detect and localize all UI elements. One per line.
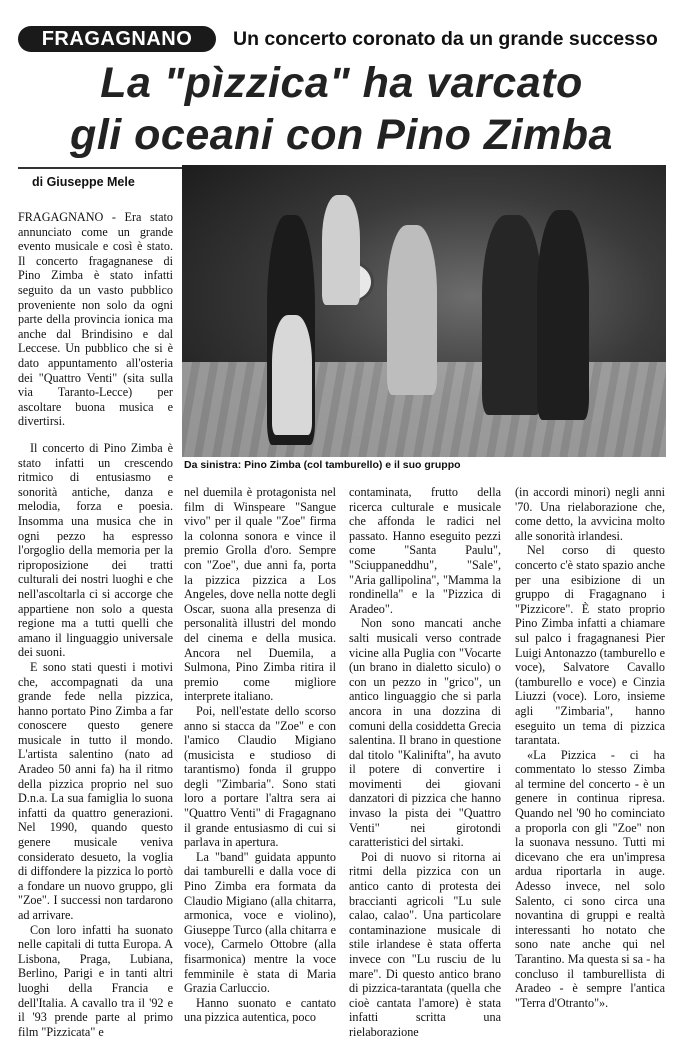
quote-paragraph: «La Pizzica - ci ha commentato lo stesso Zimba al termine del concerto - è un genere in continua ripresa. Quando nel '90 ho cominciato a proporla con gli "Zoe" non la suonava nessuno. Tutti mi dicevano che era un'impresa ardua riportarla in auge. Adesso invece, nel solo Salento, ci sono circa una novantina di gruppi e realtà interessanti ho notato che sono nate anche qui nel Tarantino. Ma questa si sa - ha concluso il tamburellista di Aradeo - è sempre l'antica "Terra d'Otranto"». (515, 747, 665, 1010)
article-column-4 (515, 485, 665, 1010)
paragraph: Con loro infatti ha suonato nelle capitali di tutta Europa. A Lisbona, Praga, Lubiana, Berlino, Parigi e in tanti altri luoghi della Francia e dell'Italia. A cavallo tra il '92 e il '93 prende parte al primo film "Pizzicata" e (18, 922, 173, 1039)
paragraph: nel duemila è protagonista nel film di Winspeare "Sangue vivo" per il quale "Zoe" firma la colonna sonora e vince il premio Grolla d'oro. Sempre con "Zoe", due anni fa, porta la pizzica pizzica a Los Angeles, dove nella notte degli Oscar, suona alla presenza di personalità illustri del mondo del cinema e della musica. Ancora nel Duemila, a Sulmona, Pino Zimba ritira il premio come migliore interprete italiano. (184, 485, 336, 704)
paragraph: Non sono mancati anche salti musicali verso contrade vicine alla Puglia con "Vocarte (un brano in dialetto siculo) o con un pezzo in "grico", un antico linguaggio che si parla ancora in una dozzina di comuni della cosiddetta Grecia salentina. Il brano in questione dal titolo "Kalinifta", ha avuto il potere di convertire i movimenti dei giovani danzatori di pizzica che hanno invaso la pista dei "Quattro Venti" nei girotondi caratteristici del sirtaki. (349, 616, 501, 850)
paragraph: Poi, nell'estate dello scorso anno si stacca da "Zoe" e con l'amico Claudio Migiano (musicista e studioso di tarantismo) fonda il gruppo degli "Zimbaria". Sono stati loro a portare l'altra sera ai "Quattro Venti" di Fragagnano il grande entusiasmo di cui si parlava in apertura. (184, 703, 336, 850)
paragraph: Hanno suonato e cantato una pizzica autentica, poco (184, 995, 336, 1025)
section-kicker: FRAGAGNANO (18, 26, 216, 52)
paragraph: E sono stati questi i motivi che, accompagnati da una grande fede nella pizzica, hanno portato Pino Zimba a far conoscere questo genere musicale in tutto il mondo. L'artista salentino (nato ad Aradeo 50 anni fa) ha il ritmo della pizzica proprio nel suo D.n.a. La sua famiglia lo suona infatti da quattro generazioni. Nel 1990, quando questo genere musicale veniva considerato desueto, la voglia di diffondere la pizzica lo portò a fondare un nuovo gruppo, gli "Zoe". I successi non tardarono ad arrivare. (18, 659, 173, 922)
paragraph: Nel corso di questo concerto c'è stato spazio anche per una esibizione di un gruppo di Fragagnano i "Pizzicore". È stato proprio Pino Zimba infatti a chiamare sul palco i fragagnanesi Pier Luigi Antonazzo (tamburello e voce), Salvatore Cavallo (tamburello e voce) e Cinzia Liuzzi (voce). Loro, insieme agli "Zimbaria", hanno eseguito un tema di pizzica tarantata. (515, 543, 665, 748)
headline-line-2: gli oceani con Pino Zimba (70, 111, 613, 159)
photo-caption: Da sinistra: Pino Zimba (col tamburello) e il suo gruppo (184, 459, 461, 471)
headline-line-1: La "pìzzica" ha varcato (100, 59, 583, 107)
article-column-2 (184, 485, 336, 1025)
paragraph: (in accordi minori) negli anni '70. Una rielaborazione che, come detto, la avvicina molto alle sonorità irlandesi. (515, 485, 665, 543)
byline: di Giuseppe Mele (32, 175, 135, 189)
paragraph: Poi di nuovo si ritorna ai ritmi della pizzica con un antico canto di protesta dei braccianti agricoli "Lu sule calao, calao". Una particolare contaminazione musicale di stile irlandese è stata offerta invece con "Lu rusciu de lu mare". Di questo antico brano di pizzica-tarantata (quella che cioè cantata l'amore) è stata infatti scritta una rielaborazione (349, 849, 501, 1039)
subtitle: Un concerto coronato da un grande successo (233, 28, 658, 50)
article-column-1 (18, 441, 173, 1039)
paragraph: FRAGAGNANO - Era stato annunciato come un grande evento musicale e così è stato. Il concerto fragagnanese di Pino Zimba è stato infatti seguito da un vasto pubblico proveniente non solo da ogni parte della provincia ionica ma anche dal Brindisino e dal Leccese. Un pubblico che si è dato appuntamento all'osteria dei "Quattro Venti" (sita sulla via Taranto-Lecce) per ascoltare buona musica e divertirsi. (18, 210, 173, 429)
article-column-3 (349, 485, 501, 1040)
paragraph: contaminata, frutto della ricerca culturale e musicale che affonda le radici nel passato. Hanno eseguito pezzi come "Santa Paulu", "Sciuppaneddhu", "Sale", "Aria gallipolina", "Mamma la rondinella" e la "Pizzica di Aradeo". (349, 485, 501, 616)
paragraph: La "band" guidata appunto dai tamburelli e dalla voce di Pino Zimba era formata da Claudio Migiano (alla chitarra, armonica, voce e violino), Giuseppe Turco (alla chitarra e voce), Carmelo Ottobre (alla fisarmonica) mentre la voce femminile è stata di Maria Grazia Carluccio. (184, 849, 336, 996)
article-column-1-top (18, 210, 173, 429)
band-photo (182, 165, 666, 457)
paragraph: Il concerto di Pino Zimba è stato infatti un crescendo ritmico di entusiasmo e sonorità antiche, danza e melodia, forza e poesia. Insomma una musica che in ogni pezzo ha espresso l'orgoglio della memoria per la riproposizione dei tratti culturali dei nostri luoghi e che nell'ascoltarla ci si accorge che appartiene non solo a questa regione ma a tutti quelli che amano il linguaggio universale dei suoni. (18, 441, 173, 660)
byline-rule (18, 167, 183, 169)
